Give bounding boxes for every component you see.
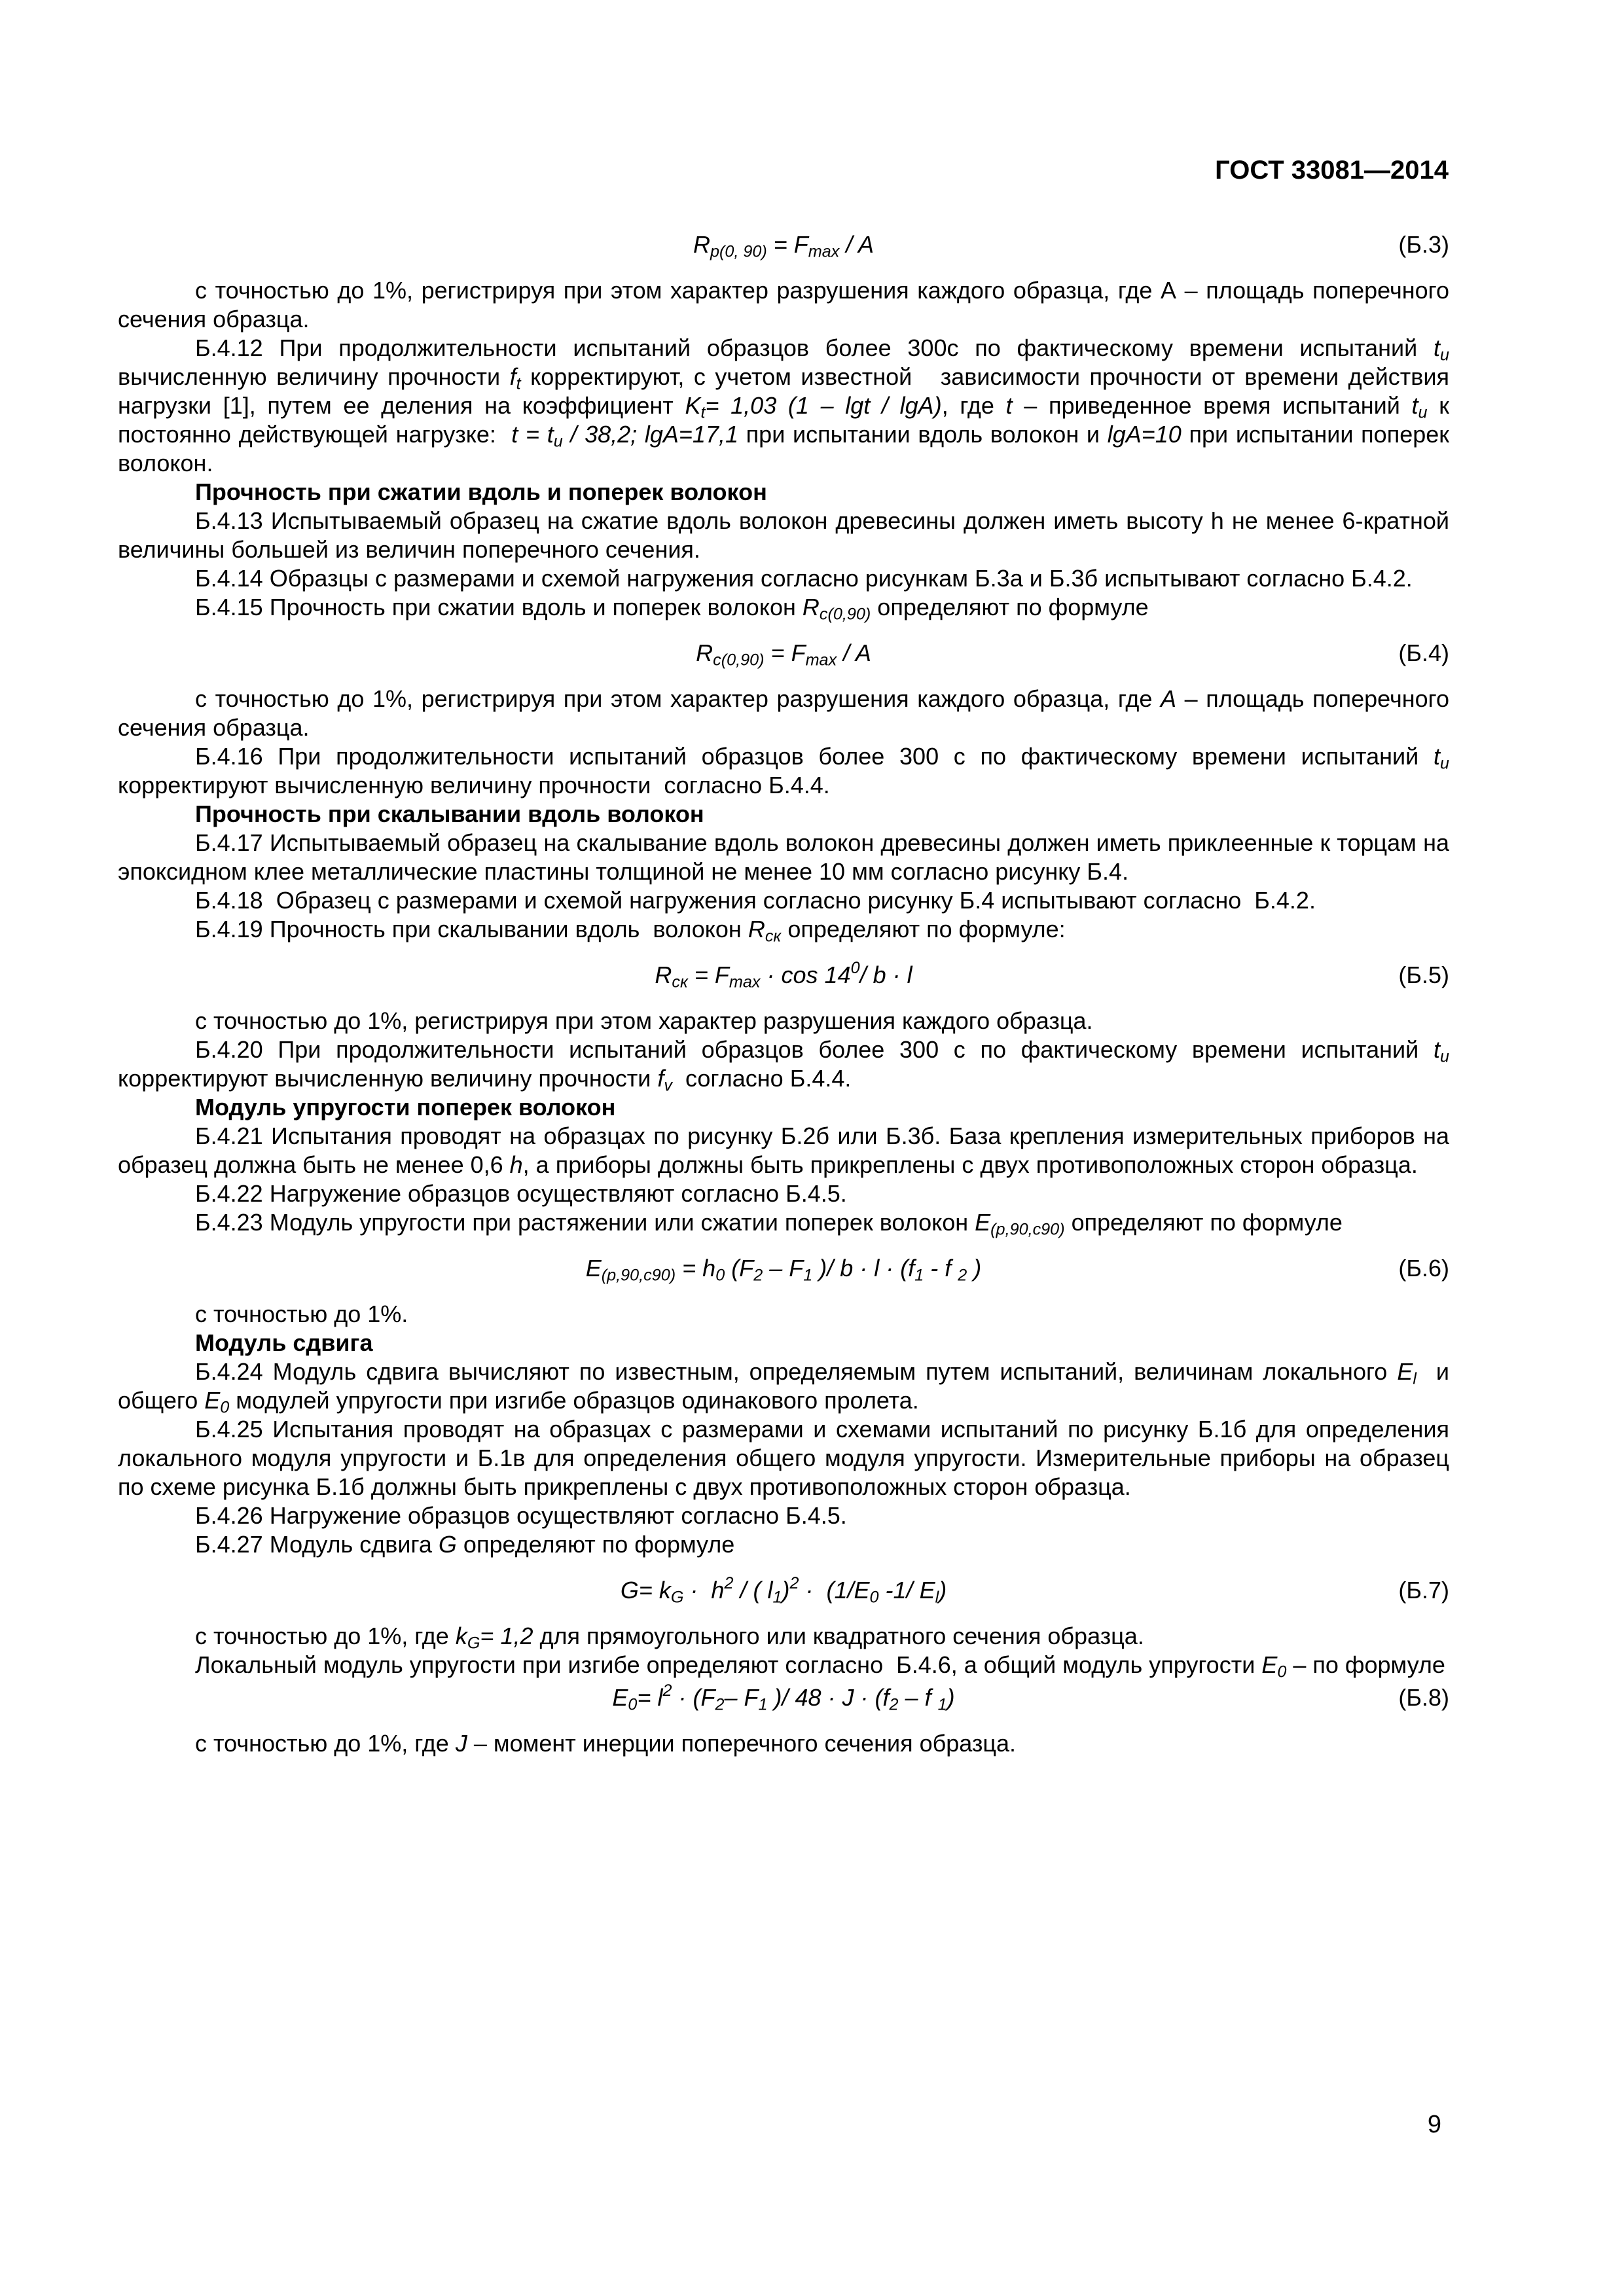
paragraph: Б.4.20 При продолжительности испытаний образцов более 300 с по фактическому времени испытаний $t_u$ корректируют вычисленную величину прочности $f_v$ согласно Б.4.4. <box>118 1036 1449 1095</box>
page-number: 9 <box>1427 2111 1441 2138</box>
section-heading: Модуль сдвига <box>195 1329 373 1356</box>
paragraph: Б.4.22 Нагружение образцов осуществляют согласно Б.4.5. <box>195 1180 847 1207</box>
paragraph: с точностью до 1%, регистрируя при этом характер разрушения каждого образца, где А – площадь поперечного сечения образца. <box>118 277 1449 332</box>
paragraph: Б.4.17 Испытываемый образец на скалывание вдоль волокон древесины должен иметь приклеенные к торцам на эпоксидном клее металлические пластины толщиной не менее 10 мм согласно рисунку Б.4. <box>118 829 1449 885</box>
paragraph: Б.4.26 Нагружение образцов осуществляют согласно Б.4.5. <box>195 1502 847 1529</box>
formula-number: (Б.5) <box>1398 961 1449 988</box>
paragraph: Б.4.27 Модуль сдвига G определяют по формуле <box>195 1531 735 1558</box>
formula-b8 <box>118 1683 1449 1712</box>
paragraph: Б.4.13 Испытываемый образец на сжатие вдоль волокон древесины должен иметь высоту h не менее 6-кратной величины большей из величин поперечного сечения. <box>118 507 1449 563</box>
paragraph: с точностью до 1%, где J – момент инерции поперечного сечения образца. <box>195 1730 1017 1757</box>
paragraph: Б.4.24 Модуль сдвига вычисляют по известным, определяемым путем испытаний, величинам локального $E_l$ и общего $E_0$ модулей упругости при изгибе образцов одинакового пролета. <box>118 1358 1450 1417</box>
formula-b7 <box>118 1573 1449 1607</box>
paragraph: Б.4.12 При продолжительности испытаний образцов более 300с по фактическому времени испытаний $t_u$ вычисленную величину прочности $f_t$ корректируют, с учетом известной зависимости прочности от времени действия нагрузки [1], путем ее деления на коэффициент $K_t= 1,03$ (1 – lgt / lgA), где t – приведенное время испытаний $t_u$ к постоянно действующей нагрузке: $t = t_u / 38,2$; lgA=17,1 при испытании вдоль волокон и lgA=10 при испытании поперек волокон. <box>118 334 1450 476</box>
formula-b5 <box>118 958 1449 992</box>
formula-expression: $G= k_G \cdot h^2$ / ( $l_1)^2 \cdot (1/E_0$ -1/ $E_l$) <box>620 1573 947 1607</box>
paragraph: с точностью до 1%, где $k_G= 1,2$ для прямоугольного или квадратного сечения образца. <box>195 1623 1144 1653</box>
paragraph: с точностью до 1%, регистрируя при этом характер разрушения каждого образца. <box>195 1007 1093 1034</box>
paragraph: Б.4.14 Образцы с размерами и схемой нагружения согласно рисункам Б.3а и Б.3б испытывают согласно Б.4.2. <box>195 565 1413 592</box>
paragraph: Б.4.21 Испытания проводят на образцах по рисунку Б.2б или Б.3б. База крепления измерительных приборов на образец должна быть не менее 0,6 h, а приборы должны быть прикреплены с двух противоположных сторон образца. <box>118 1122 1449 1178</box>
formula-expression: $R_{c(0,90)} = F_{max} / A$ <box>696 639 871 670</box>
section-heading: Прочность при сжатии вдоль и поперек волокон <box>195 478 767 505</box>
formula-b4 <box>118 639 1449 668</box>
formula-expression: $R_{ск} = F_{max} \cdot \cos 14^0/$ b · l <box>655 958 912 992</box>
formula-b6 <box>118 1254 1449 1283</box>
document-body <box>118 213 1449 1758</box>
paragraph: Б.4.15 Прочность при сжатии вдоль и поперек волокон $R_{c(0,90)}$ определяют по формуле <box>195 594 1149 624</box>
formula-number: (Б.3) <box>1398 231 1449 258</box>
paragraph: с точностью до 1%, регистрируя при этом характер разрушения каждого образца, где А – площадь поперечного сечения образца. <box>118 685 1450 741</box>
formula-expression: $E_0= l^2 \cdot (F_2-$ $F_1$ )/ $48 \cdot J \cdot (f_2 - f$ $_1$) <box>612 1681 955 1714</box>
section-heading: Прочность при скалывании вдоль волокон <box>195 800 704 827</box>
paragraph: Б.4.25 Испытания проводят на образцах с размерами и схемами испытаний по рисунку Б.1б для определения локального модуля упругости и Б.1в для определения общего модуля упругости. Измерительные приборы на образец по схеме рисунка Б.1б должны быть прикреплены с двух противоположных сторон образца. <box>118 1416 1449 1500</box>
paragraph: Локальный модуль упругости при изгибе определяют согласно Б.4.6, а общий модуль упругости $E_0$ – по формуле <box>195 1651 1445 1681</box>
formula-number: (Б.8) <box>1398 1684 1449 1711</box>
standard-header: ГОСТ 33081—2014 <box>1215 156 1449 185</box>
formula-expression: $R_{p(0, 90)} = F_{max} / A$ <box>693 231 875 261</box>
paragraph: с точностью до 1%. <box>195 1300 408 1327</box>
paragraph: Б.4.16 При продолжительности испытаний образцов более 300 с по фактическому времени испытаний $t_u$ корректируют вычисленную величину прочности согласно Б.4.4. <box>118 743 1449 798</box>
paragraph: Б.4.23 Модуль упругости при растяжении или сжатии поперек волокон $E_{(p,90,c90)}$ определяют по формуле <box>195 1209 1343 1239</box>
paragraph: Б.4.19 Прочность при скалывании вдоль волокон $R_{ск}$ определяют по формуле: <box>195 916 1066 946</box>
formula-number: (Б.7) <box>1398 1577 1449 1604</box>
formula-number: (Б.4) <box>1398 639 1449 666</box>
formula-expression: $E_{(p,90,c90)} = h_0$ ($F_2 - F_1$ )/ $b \cdot l \cdot (f_1 - f$ $_2$ ) <box>585 1255 982 1285</box>
section-heading: Модуль упругости поперек волокон <box>195 1094 616 1121</box>
formula-number: (Б.6) <box>1398 1255 1449 1282</box>
formula-b3 <box>118 230 1449 259</box>
paragraph: Б.4.18 Образец с размерами и схемой нагружения согласно рисунку Б.4 испытывают согласно Б.4.2. <box>195 887 1316 914</box>
